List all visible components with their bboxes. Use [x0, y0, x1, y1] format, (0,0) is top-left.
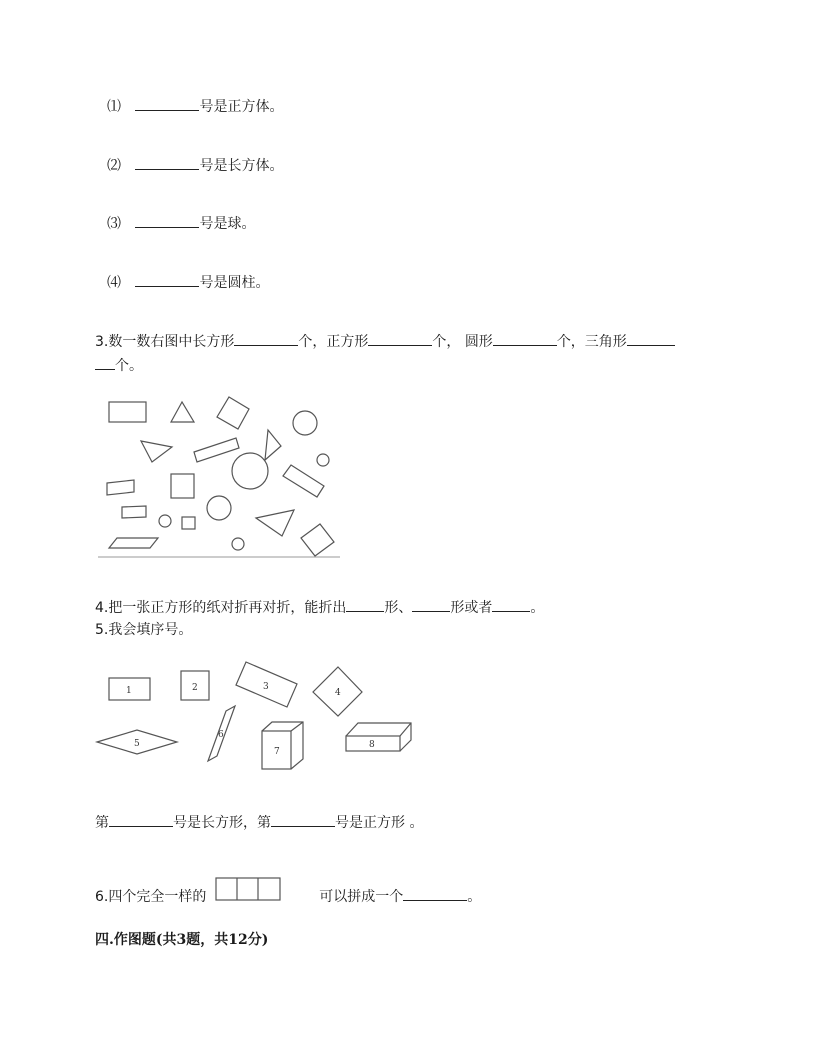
shape-label-7: 7	[274, 747, 280, 757]
shape-label-6: 6	[218, 730, 224, 740]
q6-prefix: 6.四个完全一样的	[95, 889, 207, 905]
q2-item-2-text: 号是长方体。	[199, 158, 284, 174]
shape-8-cuboid	[346, 723, 411, 751]
q6-end: 。	[467, 889, 482, 905]
answer-blank[interactable]	[403, 886, 467, 901]
q2-item-3-number: ⑶	[107, 216, 121, 232]
shape-2-square	[181, 671, 209, 700]
q2-item-4-text: 号是圆柱。	[199, 275, 270, 291]
q6-line	[95, 885, 481, 907]
four-square-strip-figure	[215, 885, 311, 907]
shape-label-8: 8	[369, 740, 375, 750]
shape-5-rhombus	[97, 730, 177, 754]
shape-6-parallelogram	[208, 706, 235, 761]
shape-1-rectangle	[109, 678, 150, 700]
shape-label-2: 2	[192, 683, 198, 693]
shape-label-3: 3	[263, 682, 269, 692]
q3-unit2: 个，	[432, 334, 461, 350]
q5-answer-prefix: 第	[95, 815, 109, 831]
q2-item-2-number: ⑵	[107, 158, 121, 174]
answer-blank[interactable]	[109, 812, 173, 827]
q4-prefix: 4.把一张正方形的纸对折再对折，能折出	[95, 600, 347, 616]
q3-prefix: 3.数一数右图中长方形	[95, 334, 235, 350]
q4-mid2: 形或者	[450, 600, 493, 616]
q3-unit1: 个，正方形	[298, 334, 369, 350]
q2-item-4-number: ⑷	[107, 275, 121, 291]
q5-answer-line	[95, 812, 423, 833]
q3-unit3: 个，三角形	[556, 334, 627, 350]
q5-title: 5.我会填序号。	[95, 622, 193, 638]
shape-label-4: 4	[335, 688, 341, 698]
q3-circle: 圆形	[464, 334, 493, 350]
shape-3-rectangle	[236, 662, 297, 707]
q4-end: 。	[530, 600, 545, 616]
shape-7-cube	[262, 722, 303, 769]
q2-item-1-number: ⑴	[107, 99, 121, 115]
q4-mid1: 形、	[384, 600, 413, 616]
q2-item-3-text: 号是球。	[199, 216, 256, 232]
shape-4-square	[313, 667, 362, 716]
q3-end: 个。	[115, 358, 143, 374]
q6-mid: 可以拼成一个	[319, 889, 404, 905]
q5-answer-mid: 号是长方形，第	[173, 815, 271, 831]
shape-label-5: 5	[134, 739, 140, 749]
section-4-heading: 四.作图题(共3题，共12分)	[95, 932, 269, 948]
shape-label-1: 1	[126, 686, 132, 696]
q5-answer-end: 号是正方形 。	[335, 815, 424, 831]
answer-blank[interactable]	[271, 812, 335, 827]
q2-item-1-text: 号是正方体。	[199, 99, 284, 115]
